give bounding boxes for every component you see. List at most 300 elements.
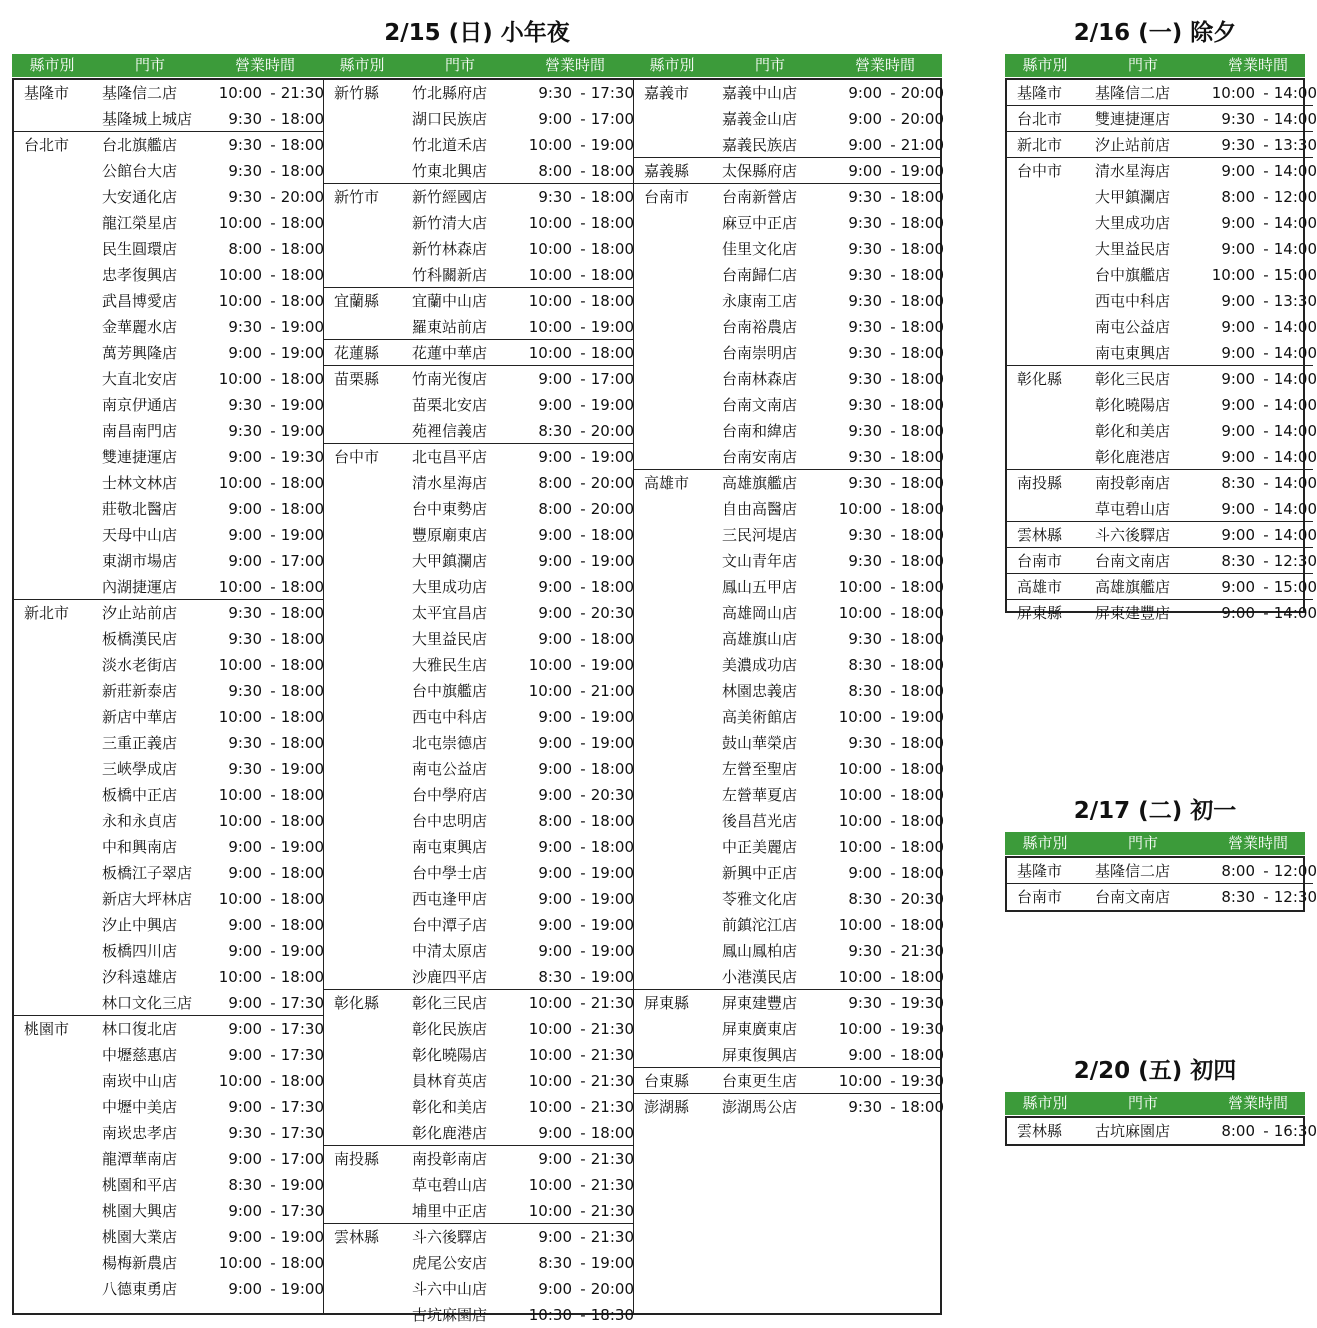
open-time: 9:30 [1221,136,1255,154]
time-dash: - [890,864,896,882]
open-time: 9:30 [848,734,882,752]
time-dash: - [890,1098,896,1116]
store-cell: 麻豆中正店 [722,214,798,232]
time-dash: - [270,786,276,804]
table-row [324,964,634,990]
time-dash: - [890,292,896,310]
close-time: 20:00 [590,422,634,440]
open-time: 9:30 [228,604,262,622]
table-row [1007,262,1317,288]
store-cell: 台南安南店 [722,448,798,466]
open-time: 9:00 [1221,292,1255,310]
table-row [1007,521,1317,548]
table-row [324,1016,634,1042]
open-time: 9:00 [538,1228,572,1246]
open-time: 9:00 [538,448,572,466]
store-cell: 彰化三民店 [1095,370,1171,388]
table-row [324,1172,634,1198]
time-dash: - [580,1150,586,1168]
open-time: 8:00 [1221,1122,1255,1140]
close-time: 19:00 [280,396,324,414]
store-cell: 左營華夏店 [722,786,798,804]
time-dash: - [1263,448,1269,466]
city-cell: 澎湖縣 [644,1098,690,1116]
city-cell: 彰化縣 [334,994,380,1012]
table-row [634,548,944,574]
store-cell: 沙鹿四平店 [412,968,488,986]
header-store: 門市 [444,56,475,74]
close-time: 19:00 [280,344,324,362]
store-cell: 汐科遠雄店 [102,968,178,986]
table-row [14,340,324,366]
close-time: 18:00 [900,500,944,518]
store-cell: 文山青年店 [722,552,798,570]
time-dash: - [890,630,896,648]
table-row [14,314,324,340]
open-time: 10:00 [838,604,882,622]
time-dash: - [1263,162,1269,180]
table-row [634,288,944,314]
open-time: 9:30 [848,942,882,960]
table-row [1007,365,1317,392]
header-store: 門市 [1127,56,1158,74]
time-dash: - [270,136,276,154]
store-cell: 竹南光復店 [412,370,488,388]
time-dash: - [890,1046,896,1064]
time-dash: - [580,1254,586,1272]
open-time: 8:00 [538,474,572,492]
time-dash: - [270,448,276,466]
time-dash: - [580,604,586,622]
time-dash: - [890,890,896,908]
close-time: 17:00 [280,552,324,570]
open-time: 9:00 [228,1228,262,1246]
close-time: 19:00 [590,552,634,570]
close-time: 18:00 [900,968,944,986]
open-time: 8:00 [538,162,572,180]
time-dash: - [580,578,586,596]
time-dash: - [270,760,276,778]
open-time: 9:00 [538,526,572,544]
store-cell: 台中潭子店 [412,916,488,934]
time-dash: - [580,1072,586,1090]
close-time: 18:00 [900,188,944,206]
table-row [324,392,634,418]
table-row [324,704,634,730]
header-store: 門市 [1127,1094,1158,1112]
time-dash: - [580,188,586,206]
open-time: 9:00 [228,864,262,882]
table-column [1007,1118,1317,1144]
store-cell: 台中學士店 [412,864,488,882]
table-row [14,106,324,132]
open-time: 10:00 [528,682,572,700]
close-time: 18:00 [280,682,324,700]
open-time: 9:00 [538,1280,572,1298]
header-hours: 營業時間 [854,56,915,74]
store-cell: 彰化曉陽店 [1095,396,1171,414]
table-row [1007,288,1317,314]
open-time: 9:00 [1221,448,1255,466]
close-time: 19:00 [590,890,634,908]
close-time: 18:00 [280,266,324,284]
section-title: 2/15 (日) 小年夜 [384,20,570,46]
open-time: 9:00 [228,1098,262,1116]
time-dash: - [270,344,276,362]
close-time: 18:00 [280,890,324,908]
open-time: 8:30 [228,1176,262,1194]
time-dash: - [1263,552,1269,570]
close-time: 20:30 [590,786,634,804]
table-column [14,80,324,1313]
table-row [324,652,634,678]
store-cell: 彰化三民店 [412,994,488,1012]
open-time: 10:00 [528,266,572,284]
time-dash: - [890,318,896,336]
close-time: 18:00 [590,266,634,284]
city-cell: 新竹市 [334,188,380,206]
time-dash: - [270,994,276,1012]
open-time: 9:00 [228,500,262,518]
open-time: 9:00 [538,1150,572,1168]
close-time: 14:00 [1273,240,1317,258]
time-dash: - [890,396,896,414]
time-dash: - [270,864,276,882]
table-row [324,886,634,912]
store-cell: 台中旗艦店 [1095,266,1171,284]
close-time: 18:00 [590,214,634,232]
city-cell: 台東縣 [644,1072,690,1090]
time-dash: - [580,1176,586,1194]
close-time: 19:00 [280,1280,324,1298]
time-dash: - [890,240,896,258]
store-cell: 屏東廣東店 [722,1020,798,1038]
close-time: 17:30 [280,994,324,1012]
open-time: 10:00 [1211,84,1255,102]
time-dash: - [270,604,276,622]
table-row [634,132,944,158]
table-row [634,730,944,756]
store-cell: 桃園大業店 [102,1228,178,1246]
time-dash: - [890,110,896,128]
open-time: 10:00 [838,500,882,518]
table-row [324,470,634,496]
table-row [1007,80,1317,106]
close-time: 19:00 [590,448,634,466]
table-row [634,1042,944,1068]
close-time: 21:00 [590,682,634,700]
store-cell: 彰化和美店 [412,1098,488,1116]
open-time: 9:00 [1221,526,1255,544]
table-row [324,678,634,704]
close-time: 18:00 [590,292,634,310]
table-row [14,366,324,392]
close-time: 19:00 [590,968,634,986]
section-title: 2/17 (二) 初一 [1073,798,1237,824]
close-time: 20:00 [590,500,634,518]
open-time: 8:30 [848,656,882,674]
open-time: 10:00 [528,318,572,336]
table-row [14,548,324,574]
table-row [14,782,324,808]
table-row [14,964,324,990]
table-row [14,158,324,184]
time-dash: - [890,422,896,440]
open-time: 9:30 [848,292,882,310]
close-time: 18:00 [590,162,634,180]
open-time: 10:00 [528,240,572,258]
open-time: 9:30 [848,188,882,206]
table-row [324,443,634,470]
table-row [324,626,634,652]
open-time: 8:30 [538,968,572,986]
open-time: 9:00 [538,630,572,648]
table-row [14,131,324,158]
close-time: 18:00 [590,838,634,856]
table-row [634,652,944,678]
close-time: 21:30 [590,1020,634,1038]
time-dash: - [580,84,586,102]
store-cell: 澎湖馬公店 [722,1098,798,1116]
table-row [324,1302,634,1328]
store-cell: 南屯東興店 [1095,344,1171,362]
open-time: 10:00 [838,812,882,830]
time-dash: - [270,630,276,648]
section-title: 2/16 (一) 除夕 [1073,20,1237,46]
open-time: 10:00 [528,292,572,310]
table-row [1007,418,1317,444]
table-row [14,599,324,626]
open-time: 9:30 [538,84,572,102]
time-dash: - [580,864,586,882]
table-row [14,1276,324,1302]
table-row [14,470,324,496]
store-cell: 龍江榮星店 [102,214,178,232]
close-time: 18:00 [280,162,324,180]
header-city: 縣市別 [1022,1094,1068,1112]
close-time: 18:00 [590,812,634,830]
city-cell: 新北市 [1017,136,1063,154]
open-time: 10:00 [838,1072,882,1090]
open-time: 10:00 [218,578,262,596]
table-header [1005,1092,1305,1115]
time-dash: - [1263,266,1269,284]
close-time: 14:00 [1273,604,1317,622]
table-row [634,314,944,340]
open-time: 10:00 [528,656,572,674]
open-time: 9:00 [1221,578,1255,596]
table-row [634,912,944,938]
time-dash: - [270,552,276,570]
time-dash: - [580,214,586,232]
close-time: 18:00 [590,578,634,596]
table-row [324,756,634,782]
time-dash: - [580,1280,586,1298]
store-cell: 台南歸仁店 [722,266,798,284]
open-time: 9:30 [228,318,262,336]
table-row [14,1015,324,1042]
city-cell: 南投縣 [1017,474,1063,492]
time-dash: - [890,344,896,362]
open-time: 10:00 [528,994,572,1012]
close-time: 19:30 [900,1072,944,1090]
store-cell: 台中東勢店 [412,500,488,518]
close-time: 18:00 [900,630,944,648]
open-time: 9:00 [538,370,572,388]
open-time: 9:30 [228,630,262,648]
store-cell: 內湖捷運店 [102,578,178,596]
close-time: 12:30 [1273,888,1317,906]
close-time: 17:30 [280,1046,324,1064]
table-row [324,1145,634,1172]
store-cell: 台南崇明店 [722,344,798,362]
store-cell: 林口文化三店 [102,994,193,1012]
store-cell: 中和興南店 [102,838,178,856]
table-row [14,1146,324,1172]
time-dash: - [890,214,896,232]
close-time: 18:00 [280,916,324,934]
close-time: 12:00 [1273,862,1317,880]
store-cell: 左營至聖店 [722,760,798,778]
store-cell: 大雅民生店 [412,656,488,674]
open-time: 8:00 [538,812,572,830]
close-time: 21:30 [590,1202,634,1220]
table-row [324,1223,634,1250]
close-time: 18:00 [280,734,324,752]
time-dash: - [580,110,586,128]
open-time: 9:00 [228,838,262,856]
time-dash: - [890,656,896,674]
time-dash: - [270,1254,276,1272]
time-dash: - [580,968,586,986]
store-cell: 前鎮沱江店 [722,916,798,934]
open-time: 10:00 [528,136,572,154]
table-row [324,730,634,756]
time-dash: - [270,1046,276,1064]
open-time: 9:30 [848,318,882,336]
store-cell: 大里益民店 [1095,240,1171,258]
table-row [634,366,944,392]
store-cell: 高美術館店 [722,708,798,726]
city-cell: 新北市 [24,604,70,622]
store-cell: 公館台大店 [102,162,178,180]
close-time: 18:00 [900,396,944,414]
close-time: 18:00 [900,786,944,804]
store-cell: 自由高醫店 [722,500,798,518]
table-row [1007,858,1317,884]
close-time: 18:00 [900,682,944,700]
time-dash: - [580,422,586,440]
store-cell: 三重正義店 [102,734,178,752]
table-row [14,1094,324,1120]
open-time: 9:00 [848,162,882,180]
table-row [324,210,634,236]
time-dash: - [270,1280,276,1298]
close-time: 17:30 [280,1124,324,1142]
time-dash: - [270,162,276,180]
open-time: 9:30 [848,1098,882,1116]
time-dash: - [580,552,586,570]
time-dash: - [580,812,586,830]
city-cell: 台北市 [24,136,70,154]
table-row [634,964,944,990]
close-time: 19:00 [280,1176,324,1194]
close-time: 18:00 [900,838,944,856]
table-row [14,574,324,600]
close-time: 18:00 [280,292,324,310]
table-row [14,808,324,834]
time-dash: - [580,1124,586,1142]
open-time: 9:00 [538,396,572,414]
close-time: 19:00 [280,760,324,778]
table-row [14,288,324,314]
open-time: 8:30 [848,890,882,908]
close-time: 14:00 [1273,448,1317,466]
open-time: 9:00 [1221,162,1255,180]
time-dash: - [580,1020,586,1038]
time-dash: - [270,240,276,258]
time-dash: - [270,214,276,232]
header-hours: 營業時間 [1227,834,1288,852]
time-dash: - [270,370,276,388]
close-time: 19:00 [590,864,634,882]
store-cell: 台南林森店 [722,370,798,388]
store-cell: 西屯中科店 [1095,292,1171,310]
open-time: 9:30 [848,344,882,362]
open-time: 9:00 [538,1124,572,1142]
city-cell: 嘉義市 [644,84,690,102]
store-cell: 高雄旗艦店 [1095,578,1171,596]
store-cell: 台中學府店 [412,786,488,804]
time-dash: - [890,136,896,154]
open-time: 8:00 [228,240,262,258]
open-time: 9:30 [848,370,882,388]
table-row [14,262,324,288]
table-row [14,652,324,678]
open-time: 10:00 [1211,266,1255,284]
close-time: 20:00 [590,1280,634,1298]
time-dash: - [270,838,276,856]
close-time: 14:00 [1273,422,1317,440]
table-row [14,80,324,106]
time-dash: - [270,396,276,414]
store-cell: 清水星海店 [412,474,488,492]
close-time: 21:00 [900,136,944,154]
open-time: 9:00 [538,864,572,882]
store-cell: 南崁忠孝店 [102,1124,178,1142]
time-dash: - [1263,188,1269,206]
table-row [1007,883,1317,910]
store-cell: 埔里中正店 [412,1202,488,1220]
close-time: 17:30 [280,1202,324,1220]
table-row [634,80,944,106]
store-cell: 台南和緯店 [722,422,798,440]
store-cell: 民生圓環店 [102,240,178,258]
time-dash: - [580,890,586,908]
open-time: 9:30 [228,1124,262,1142]
close-time: 18:00 [900,916,944,934]
close-time: 14:00 [1273,526,1317,544]
close-time: 18:00 [590,526,634,544]
table-body [1005,856,1317,912]
store-cell: 基隆信二店 [1095,84,1171,102]
table-row [14,184,324,210]
time-dash: - [270,1202,276,1220]
table-row [634,157,944,184]
close-time: 14:00 [1273,344,1317,362]
close-time: 18:00 [280,786,324,804]
close-time: 19:00 [590,942,634,960]
